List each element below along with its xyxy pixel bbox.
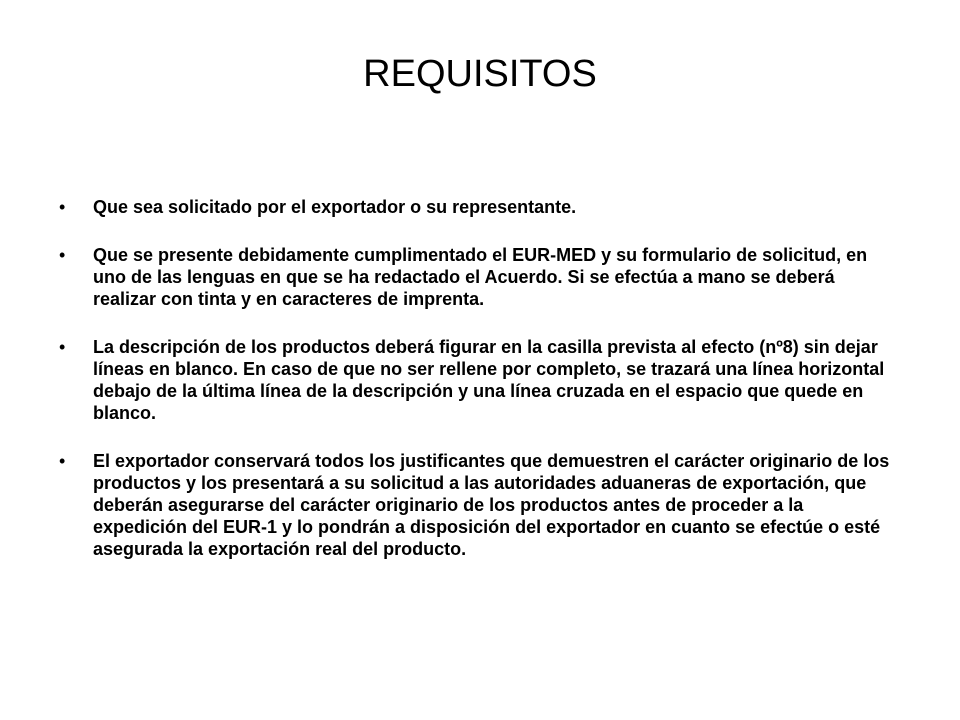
bullet-text: La descripción de los productos deberá figurar en la casilla prevista al efecto (nº8) sin dejar líneas en blanco. En caso de que no ser rellene por completo, se trazará una línea horizontal debajo de la última línea de la descripción y una línea cruzada en el espacio que quede en blanco.: [93, 337, 885, 423]
bullet-item: [55, 244, 900, 310]
bullet-text: El exportador conservará todos los justificantes que demuestren el carácter originario de los productos y los presentará a su solicitud a las autoridades aduaneras de exportación, que deberán asegurarse del carácter originario de los productos antes de proceder a la expedición del EUR-1 y lo pondrán a disposición del exportador en cuanto se efectúe o esté asegurada la exportación real del producto.: [93, 451, 890, 559]
bullet-dot-icon: •: [59, 197, 66, 217]
bullet-dot-icon: •: [59, 451, 66, 471]
bullet-text: Que se presente debidamente cumplimentado el EUR-MED y su formulario de solicitud, en uno de las lenguas en que se ha redactado el Acuerdo. Si se efectúa a mano se deberá realizar con tinta y en caracteres de imprenta.: [93, 245, 868, 309]
bullet-item: [55, 336, 900, 424]
bullet-text: Que sea solicitado por el exportador o su representante.: [93, 197, 577, 217]
bullet-item: [55, 196, 900, 218]
bullet-list: [55, 196, 900, 586]
bullet-item: [55, 450, 900, 560]
bullet-dot-icon: •: [59, 337, 66, 357]
slide-title: REQUISITOS: [363, 53, 597, 95]
bullet-dot-icon: •: [59, 245, 66, 265]
